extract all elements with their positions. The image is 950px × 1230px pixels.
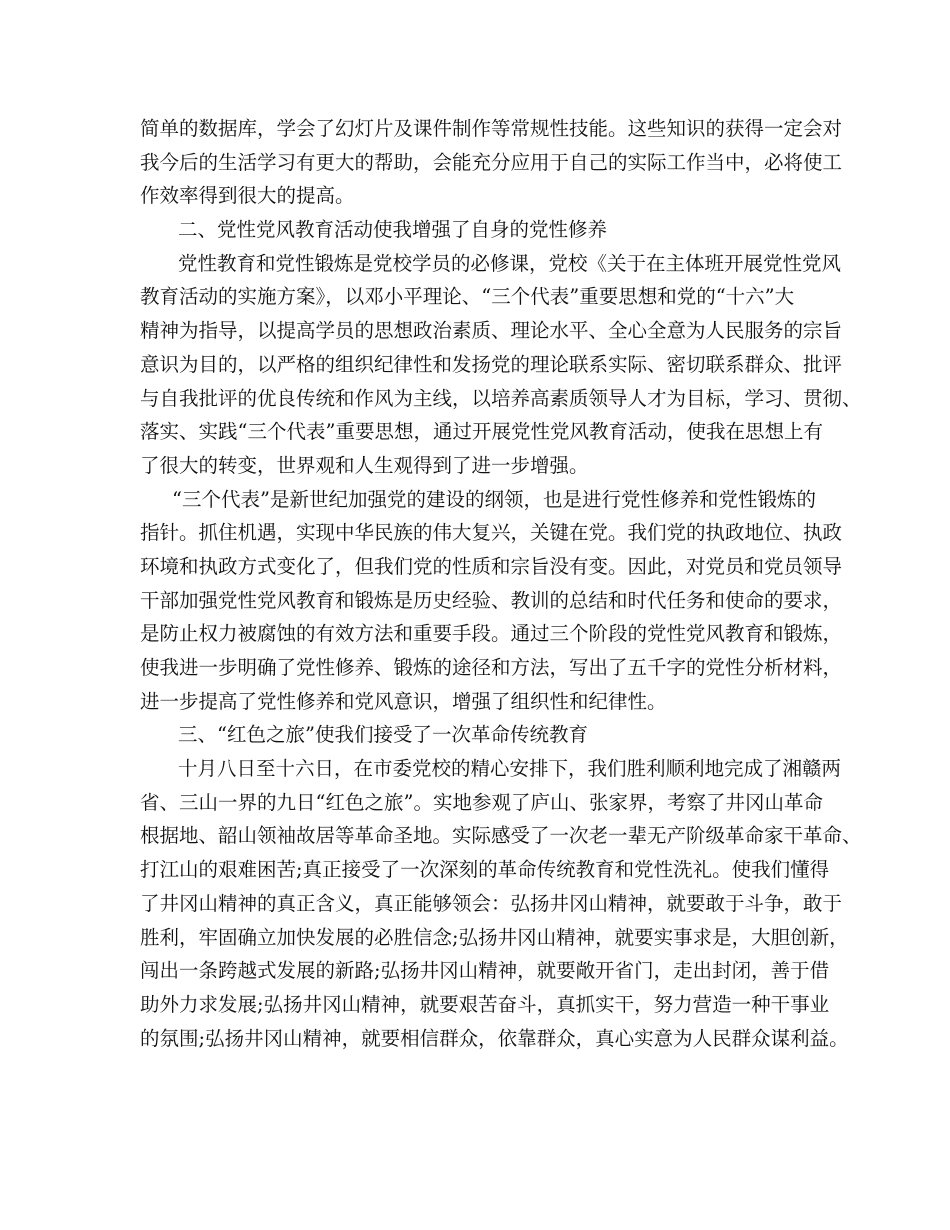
text-line: 是防止权力被腐蚀的有效方法和重要手段。通过三个阶段的党性党风教育和锻炼， [140, 622, 843, 646]
text-line: 精神为指导，以提高学员的思想政治素质、理论水平、全心全意为人民服务的宗旨 [140, 319, 843, 343]
text-line: 党性教育和党性锻炼是党校学员的必修课，党校《关于在主体班开展党性党风 [178, 251, 842, 275]
text-line: 使我进一步明确了党性修养、锻炼的途径和方法，写出了五千字的党性分析材料， [140, 656, 843, 679]
text-line: 打江山的艰难困苦;真正接受了一次深刻的革命传统教育和党性洗礼。使我们懂得 [140, 858, 830, 882]
text-line: 作效率得到很大的提高。 [140, 184, 355, 208]
document-body [140, 112, 862, 1055]
text-line: 我今后的生活学习有更大的帮助，会能充分应用于自己的实际工作当中，必将使工 [140, 150, 843, 174]
text-line: “三个代表”是新世纪加强党的建设的纲领，也是进行党性修养和党性锻炼的 [172, 487, 816, 511]
text-line: 根据地、韶山领袖故居等革命圣地。实际感受了一次老一辈无产阶级革命家干革命、 [140, 824, 862, 848]
text-line: 十月八日至十六日，在市委党校的精心安排下，我们胜利顺利地完成了湘赣两 [178, 757, 842, 781]
text-line: 简单的数据库，学会了幻灯片及课件制作等常规性技能。这些知识的获得一定会对 [140, 117, 843, 140]
text-line: 指针。抓住机遇，实现中华民族的伟大复兴，关键在党。我们党的执政地位、执政 [140, 521, 843, 545]
text-line: 了井冈山精神的真正含义，真正能够领会：弘扬井冈山精神，就要敢于斗争，敢于 [140, 891, 843, 915]
text-line: 干部加强党性党风教育和锻炼是历史经验、教训的总结和时代任务和使命的要求， [140, 588, 843, 612]
text-line: 与自我批评的优良传统和作风为主线，以培养高素质领导人才为目标，学习、贯彻、 [140, 386, 862, 410]
text-line: 环境和执政方式变化了，但我们党的性质和宗旨没有变。因此，对党员和党员领导 [140, 554, 843, 578]
text-line: 助外力求发展;弘扬井冈山精神，就要艰苦奋斗，真抓实干，努力营造一种干事业 [140, 992, 830, 1016]
text-line: 意识为目的，以严格的组织纪律性和发扬党的理论联系实际、密切联系群众、批评 [140, 352, 843, 376]
text-line: 的氛围;弘扬井冈山精神，就要相信群众，依靠群众，真心实意为人民群众谋利益。 [140, 1026, 849, 1050]
section-heading-3: 三、“红色之旅”使我们接受了一次革命传统教育 [178, 723, 588, 747]
text-line: 落实、实践“三个代表”重要思想，通过开展党性党风教育活动，使我在思想上有 [140, 420, 823, 444]
text-line: 进一步提高了党性修养和党风意识，增强了组织性和纪律性。 [140, 689, 667, 713]
text-line: 省、三山一界的九日“红色之旅”。实地参观了庐山、张家界，考察了井冈山革命 [140, 790, 823, 814]
section-heading-2: 二、党性党风教育活动使我增强了自身的党性修养 [178, 218, 608, 242]
text-line: 胜利，牢固确立加快发展的必胜信念;弘扬井冈山精神，就要实事求是，大胆创新， [140, 925, 849, 949]
text-line: 闯出一条跨越式发展的新路;弘扬井冈山精神，就要敞开省门，走出封闭，善于借 [140, 959, 830, 983]
text-line: 了很大的转变，世界观和人生观得到了进一步增强。 [140, 453, 589, 477]
text-line: 教育活动的实施方案》，以邓小平理论、“三个代表”重要思想和党的“十六”大 [140, 285, 795, 309]
